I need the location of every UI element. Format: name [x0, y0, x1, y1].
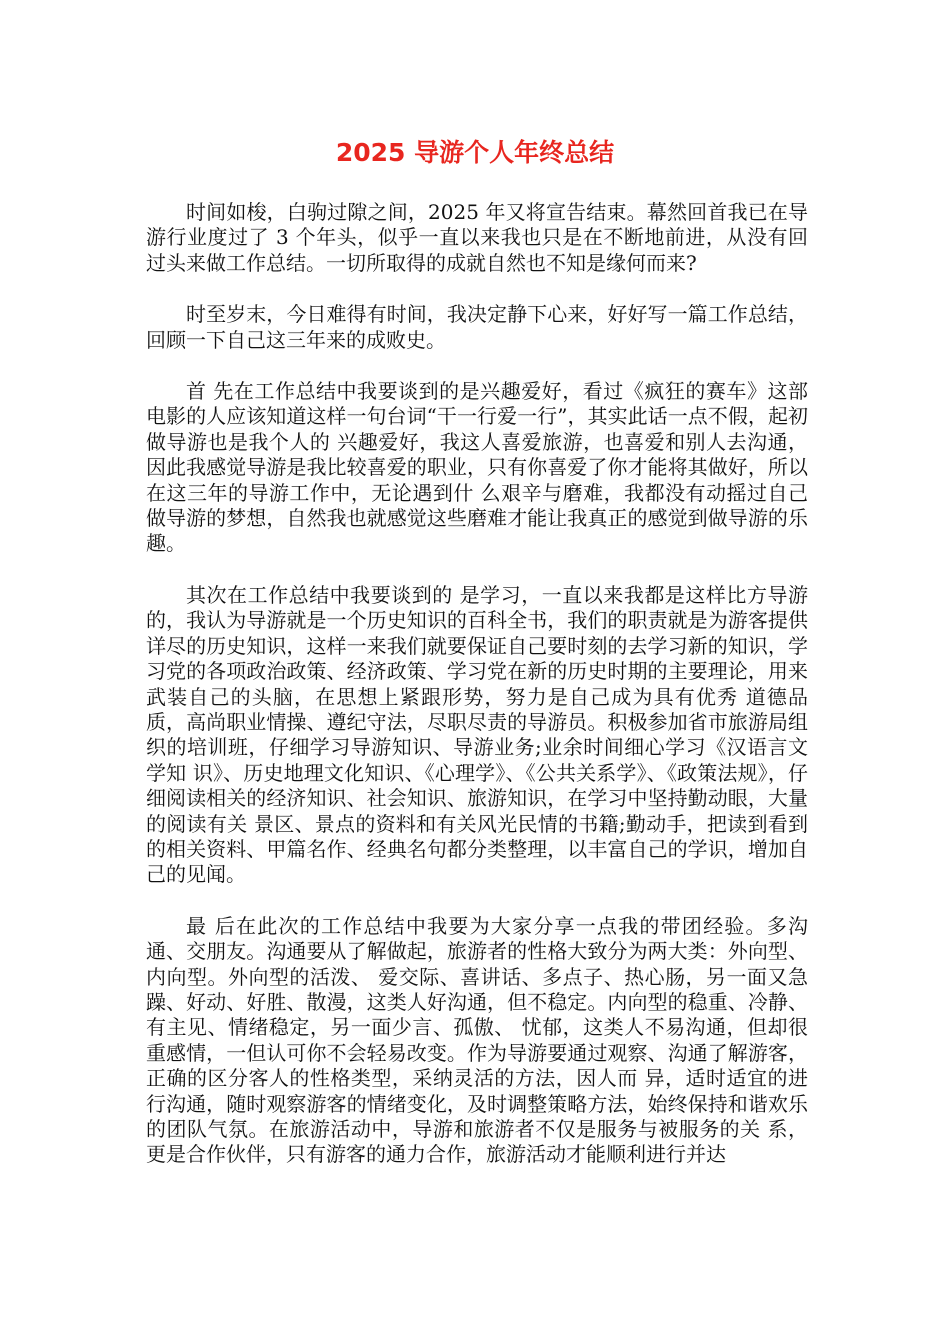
paragraph-5: 最 后在此次的工作总结中我要为大家分享一点我的带团经验。多沟通、交朋友。沟通要从了解做起，旅游者的性格大致分为两大类：外向型、内向型。外向型的活泼、 爱交际、喜讲话、多点子、热心肠，另一面又急躁、好动、好胜、散漫，这类人好沟通，但不稳定。内向型的稳重、冷静、有主见、情绪稳定，另一面少言、孤傲、 忧郁，这类人不易沟通，但却很重感情，一但认可你不会轻易改变。作为导游要通过观察、沟通了解游客，正确的区分客人的性格类型，采纳灵活的方法，因人而 异，适时适宜的进行沟通，随时观察游客的情绪变化，及时调整策略方法，始终保持和谐欢乐的团队气氛。在旅游活动中，导游和旅游者不仅是服务与被服务的关 系，更是合作伙伴，只有游客的通力合作，旅游活动才能顺利进行并达: [146, 913, 808, 1167]
paragraph-1: 时间如梭，白驹过隙之间，2025 年又将宣告结束。幕然回首我已在导游行业度过了 3 个年头，似乎一直以来我也只是在不断地前进，从没有回过头来做工作总结。一切所取得的成就自然也不知是缘何而来?: [146, 200, 808, 275]
document-body: [146, 200, 808, 1194]
paragraph-4: 其次在工作总结中我要谈到的 是学习，一直以来我都是这样比方导游的，我认为导游就是一个历史知识的百科全书，我们的职责就是为游客提供详尽的历史知识，这样一来我们就要保证自己要时刻的去学习新的知识，学习党的各项政治政策、经济政策、学习党在新的历史时期的主要理论，用来武装自己的头脑，在思想上紧跟形势，努力是自己成为具有优秀 道德品质，高尚职业情操、遵纪守法，尽职尽责的导游员。积极参加省市旅游局组织的培训班，仔细学习导游知识、导游业务;业余时间细心学习《汉语言文学知 识》、历史地理文化知识、《心理学》、《公共关系学》、《政策法规》，仔细阅读相关的经济知识、社会知识、旅游知识，在学习中坚持勤动眼，大量的阅读有关 景区、景点的资料和有关风光民情的书籍;勤动手，把读到看到的相关资料、甲篇名作、经典名句都分类整理，以丰富自己的学识，增加自己的见闻。: [146, 582, 808, 887]
paragraph-2: 时至岁末，今日难得有时间，我决定静下心来，好好写一篇工作总结，回顾一下自己这三年来的成败史。: [146, 302, 808, 352]
paragraph-3: 首 先在工作总结中我要谈到的是兴趣爱好，看过《疯狂的赛车》这部电影的人应该知道这样一句台词“干一行爱一行”，其实此话一点不假，起初做导游也是我个人的 兴趣爱好，我这人喜爱旅游，也喜爱和别人去沟通，因此我感觉导游是我比较喜爱的职业，只有你喜爱了你才能将其做好，所以在这三年的导游工作中，无论遇到什 么艰辛与磨难，我都没有动摇过自己做导游的梦想，自然我也就感觉这些磨难才能让我真正的感觉到做导游的乐趣。: [146, 379, 808, 556]
document-title: 2025 导游个人年终总结: [335, 138, 615, 167]
